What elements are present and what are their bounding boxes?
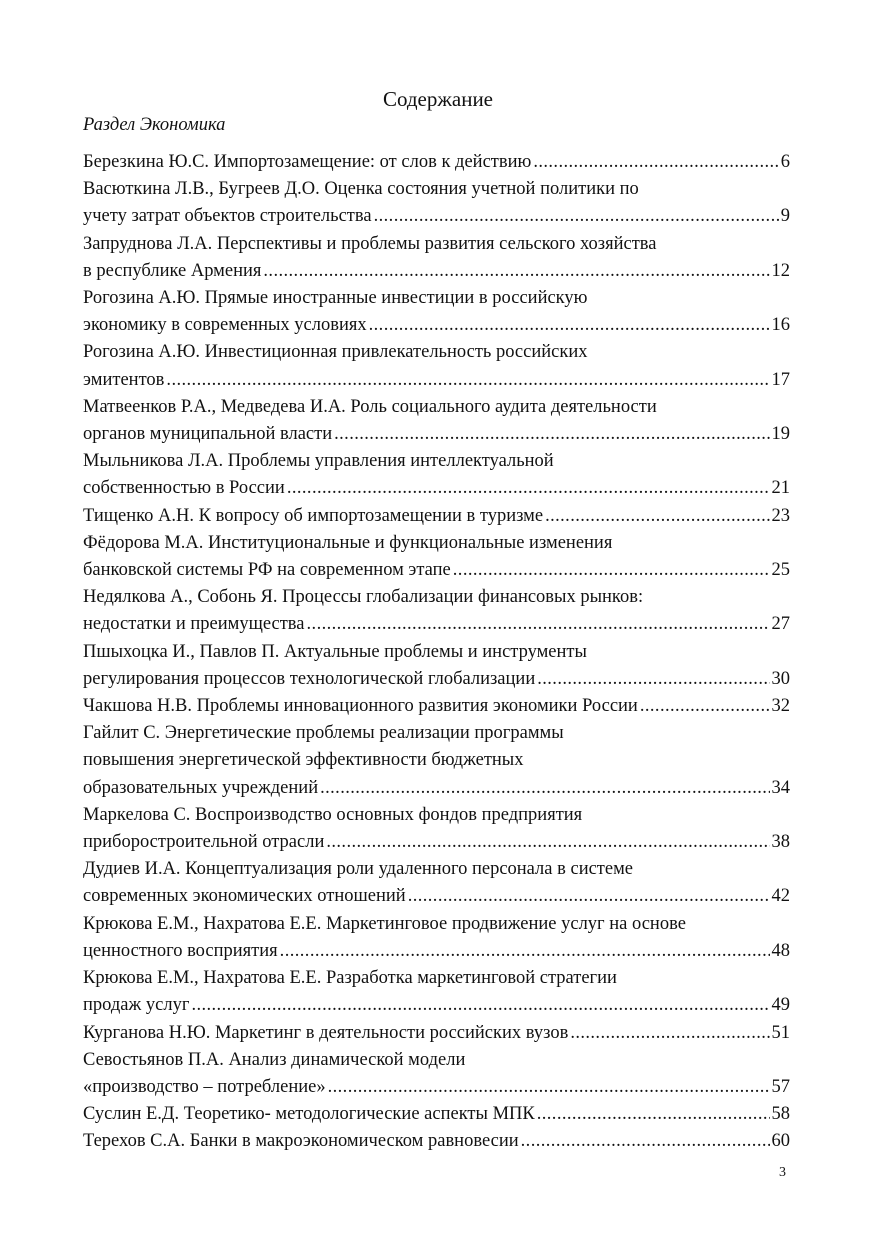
toc-entry[interactable] — [83, 856, 790, 910]
toc-entry-line: Пшыхоцка И., Павлов П. Актуальные проблемы и инструменты — [83, 641, 587, 662]
dot-leader — [328, 1074, 770, 1101]
toc-entry-line: в республике Армения — [83, 260, 262, 281]
toc-page-number: 38 — [771, 832, 790, 853]
toc-entry[interactable] — [83, 176, 790, 230]
toc-entry[interactable] — [83, 149, 790, 176]
toc-entry[interactable] — [83, 231, 790, 285]
toc-page-number: 32 — [771, 696, 790, 717]
toc-entry[interactable] — [83, 720, 790, 802]
toc-page-number: 17 — [771, 369, 790, 390]
toc-entry-line: Васюткина Л.В., Бугреев Д.О. Оценка состояния учетной политики по — [83, 179, 639, 200]
toc-entry-line: Тищенко А.Н. К вопросу об импортозамещении в туризме — [83, 505, 544, 526]
dot-leader — [369, 312, 770, 339]
toc-entry[interactable] — [83, 1128, 790, 1155]
toc-entry-line: Крюкова Е.М., Нахратова Е.Е. Маркетинговое продвижение услуг на основе — [83, 913, 686, 934]
dot-leader — [453, 557, 770, 584]
toc-page-number: 25 — [771, 560, 790, 581]
toc-page-number: 60 — [771, 1131, 790, 1152]
toc-entry-line: Рогозина А.Ю. Прямые иностранные инвестиции в российскую — [83, 288, 588, 309]
toc-entry-line: Гайлит С. Энергетические проблемы реализации программы — [83, 723, 564, 744]
toc-entry-line: собственностью в России — [83, 478, 285, 499]
toc-page-number: 16 — [771, 315, 790, 336]
toc-entry-line: Дудиев И.А. Концептуализация роли удаленного персонала в системе — [83, 859, 634, 880]
page-number: 3 — [779, 1165, 786, 1180]
toc-entry-line: Суслин Е.Д. Теоретико- методологические аспекты МПК — [83, 1104, 535, 1125]
table-of-contents — [83, 149, 790, 1156]
toc-page-number: 49 — [771, 995, 790, 1016]
toc-entry[interactable] — [83, 1047, 790, 1101]
toc-entry-line: банковской системы РФ на современном этапе — [83, 560, 451, 581]
dot-leader — [374, 203, 779, 230]
toc-entry[interactable] — [83, 339, 790, 393]
toc-entry-line: образовательных учреждений — [83, 777, 319, 798]
toc-entry[interactable] — [83, 1020, 790, 1047]
toc-page-number: 21 — [771, 478, 790, 499]
dot-leader — [320, 775, 769, 802]
toc-entry[interactable] — [83, 503, 790, 530]
dot-leader — [191, 992, 769, 1019]
toc-entry-line: органов муниципальной власти — [83, 424, 333, 445]
dot-leader — [307, 611, 770, 638]
toc-entry-line: современных экономических отношений — [83, 886, 406, 907]
toc-entry-line: повышения энергетической эффективности бюджетных — [83, 750, 524, 771]
toc-page-number: 27 — [771, 614, 790, 635]
dot-leader — [280, 938, 770, 965]
toc-page-number: 51 — [771, 1022, 790, 1043]
toc-entry[interactable] — [83, 1101, 790, 1128]
toc-page-number: 48 — [771, 940, 790, 961]
toc-page-number: 9 — [780, 206, 790, 227]
dot-leader — [640, 693, 770, 720]
toc-entry-line: «производство – потребление» — [83, 1076, 326, 1097]
toc-page-number: 42 — [771, 886, 790, 907]
dot-leader — [166, 367, 769, 394]
toc-page-number: 12 — [771, 260, 790, 281]
toc-entry-line: приборостроительной отрасли — [83, 832, 325, 853]
toc-page-number: 19 — [771, 424, 790, 445]
dot-leader — [537, 1101, 770, 1128]
toc-page-number: 23 — [771, 505, 790, 526]
toc-page-number: 30 — [771, 668, 790, 689]
toc-entry-line: эмитентов — [83, 369, 165, 390]
toc-entry[interactable] — [83, 584, 790, 638]
toc-page-number: 34 — [771, 777, 790, 798]
toc-page-number: 57 — [771, 1076, 790, 1097]
dot-leader — [537, 666, 769, 693]
dot-leader — [533, 149, 778, 176]
toc-entry-line: экономику в современных условиях — [83, 315, 367, 336]
toc-entry-line: Недялкова А., Собонь Я. Процессы глобализации финансовых рынков: — [83, 587, 644, 608]
toc-entry-line: недостатки и преимущества — [83, 614, 305, 635]
toc-entry-line: Крюкова Е.М., Нахратова Е.Е. Разработка маркетинговой стратегии — [83, 968, 617, 989]
toc-entry-line: Рогозина А.Ю. Инвестиционная привлекательность российских — [83, 342, 588, 363]
dot-leader — [334, 421, 769, 448]
dot-leader — [545, 503, 769, 530]
toc-entry[interactable] — [83, 639, 790, 693]
toc-page-number: 6 — [780, 152, 790, 172]
toc-entry-line: Маркелова С. Воспроизводство основных фондов предприятия — [83, 804, 583, 825]
toc-entry[interactable] — [83, 530, 790, 584]
dot-leader — [521, 1128, 770, 1155]
page-title: Содержание — [382, 87, 494, 111]
dot-leader — [287, 475, 770, 502]
toc-entry-line: Запруднова Л.А. Перспективы и проблемы развития сельского хозяйства — [83, 233, 657, 254]
section-heading: Раздел Экономика — [83, 115, 226, 135]
toc-entry[interactable] — [83, 965, 790, 1019]
toc-entry-line: учету затрат объектов строительства — [83, 206, 372, 227]
toc-entry-line: Мыльникова Л.А. Проблемы управления интеллектуальной — [83, 451, 554, 472]
toc-entry-line: Фёдорова М.А. Институциональные и функциональные изменения — [83, 532, 613, 553]
toc-entry-line: регулирования процессов технологической глобализации — [83, 668, 536, 689]
toc-entry-line: Березкина Ю.С. Импортозамещение: от слов к действию — [83, 152, 532, 172]
toc-entry-line: Чакшова Н.В. Проблемы инновационного развития экономики России — [83, 696, 638, 717]
toc-entry-line: продаж услуг — [83, 995, 190, 1016]
toc-entry-line: Курганова Н.Ю. Маркетинг в деятельности российских вузов — [83, 1022, 569, 1043]
toc-entry[interactable] — [83, 285, 790, 339]
toc-entry[interactable] — [83, 911, 790, 965]
dot-leader — [326, 829, 769, 856]
toc-entry[interactable] — [83, 448, 790, 502]
toc-entry[interactable] — [83, 802, 790, 856]
toc-entry-line: Матвеенков Р.А., Медведева И.А. Роль социального аудита деятельности — [83, 396, 657, 417]
toc-entry-line: Терехов С.А. Банки в макроэкономическом равновесии — [83, 1131, 519, 1152]
toc-entry-line: Севостьянов П.А. Анализ динамической модели — [83, 1049, 466, 1070]
dot-leader — [408, 883, 770, 910]
toc-page-number: 58 — [771, 1104, 790, 1125]
dot-leader — [570, 1020, 769, 1047]
toc-entry-line: ценностного восприятия — [83, 940, 278, 961]
dot-leader — [263, 258, 769, 285]
toc-entry[interactable] — [83, 394, 790, 448]
toc-entry[interactable] — [83, 693, 790, 720]
